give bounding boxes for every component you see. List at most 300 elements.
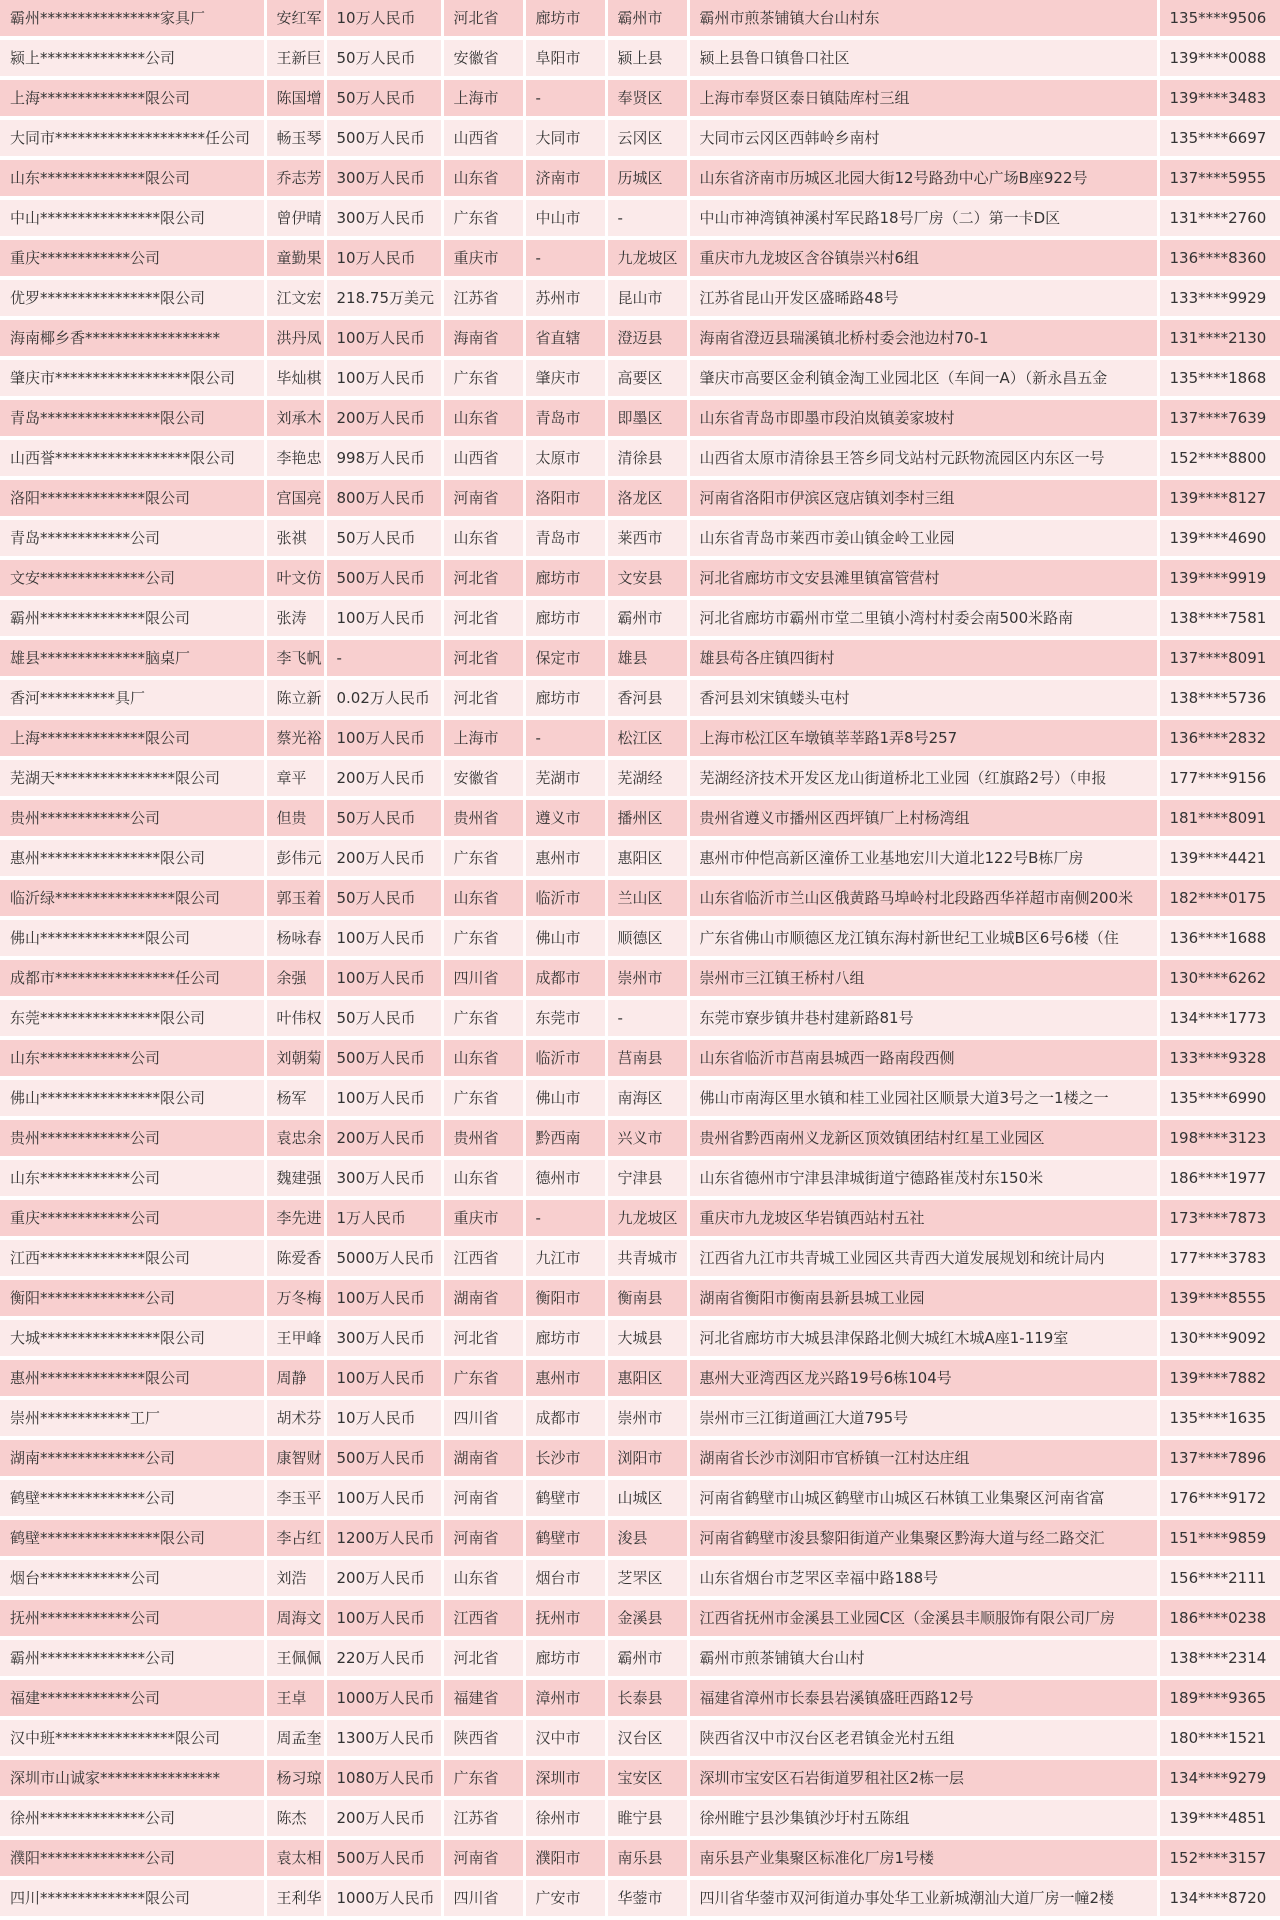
legal-person-cell: 胡术芬 [265,1398,325,1438]
province-cell: 上海市 [442,718,524,758]
legal-person-cell: 周静 [265,1358,325,1398]
address-cell: 江西省抚州市金溪县工业园C区（金溪县丰顺服饰有限公司厂房 [688,1598,1158,1638]
company-name-cell: 山东************公司 [0,1038,265,1078]
registered-capital-cell: 200万人民币 [325,1558,442,1598]
city-cell: 大同市 [524,118,606,158]
table-row [0,78,1280,118]
province-cell: 河北省 [442,1318,524,1358]
registered-capital-cell: 500万人民币 [325,118,442,158]
company-name-cell: 湖南**************公司 [0,1438,265,1478]
registered-capital-cell: 1万人民币 [325,1198,442,1238]
district-cell: 文安县 [606,558,688,598]
city-cell: 中山市 [524,198,606,238]
table-row [0,1558,1280,1598]
district-cell: 霸州市 [606,1638,688,1678]
registered-capital-cell: 998万人民币 [325,438,442,478]
company-name-cell: 徐州**************公司 [0,1798,265,1838]
city-cell: - [524,1198,606,1238]
address-cell: 四川省华蓥市双河街道办事处华工业新城潮汕大道厂房一幢2楼 [688,1878,1158,1918]
phone-cell: 176****9172 [1158,1478,1280,1518]
province-cell: 江西省 [442,1238,524,1278]
phone-cell: 137****7639 [1158,398,1280,438]
company-name-cell: 重庆************公司 [0,1198,265,1238]
registered-capital-cell: 100万人民币 [325,918,442,958]
address-cell: 河北省廊坊市大城县津保路北侧大城红木城A座1-119室 [688,1318,1158,1358]
company-name-cell: 青岛************公司 [0,518,265,558]
company-name-cell: 临沂绿****************限公司 [0,878,265,918]
address-cell: 贵州省遵义市播州区西坪镇厂上村杨湾组 [688,798,1158,838]
district-cell: 高要区 [606,358,688,398]
city-cell: 惠州市 [524,1358,606,1398]
registered-capital-cell: 800万人民币 [325,478,442,518]
city-cell: 成都市 [524,1398,606,1438]
company-name-cell: 山西誉******************限公司 [0,438,265,478]
province-cell: 广东省 [442,838,524,878]
table-row [0,478,1280,518]
table-row [0,1118,1280,1158]
company-name-cell: 贵州************公司 [0,1118,265,1158]
province-cell: 河南省 [442,1518,524,1558]
address-cell: 河南省鹤壁市山城区鹤壁市山城区石林镇工业集聚区河南省富 [688,1478,1158,1518]
company-name-cell: 芜湖天****************限公司 [0,758,265,798]
table-row [0,1318,1280,1358]
address-cell: 山东省德州市宁津县津城街道宁德路崔茂村东150米 [688,1158,1158,1198]
city-cell: 惠州市 [524,838,606,878]
city-cell: 廊坊市 [524,0,606,38]
district-cell: 香河县 [606,678,688,718]
district-cell: 颍上县 [606,38,688,78]
province-cell: 河北省 [442,558,524,598]
registered-capital-cell: - [325,638,442,678]
table-row [0,678,1280,718]
address-cell: 霸州市煎茶铺镇大台山村东 [688,0,1158,38]
district-cell: - [606,198,688,238]
legal-person-cell: 毕灿棋 [265,358,325,398]
legal-person-cell: 余强 [265,958,325,998]
address-cell: 海南省澄迈县瑞溪镇北桥村委会池边村70-1 [688,318,1158,358]
district-cell: 雄县 [606,638,688,678]
province-cell: 河北省 [442,678,524,718]
province-cell: 广东省 [442,198,524,238]
district-cell: 顺德区 [606,918,688,958]
district-cell: 南海区 [606,1078,688,1118]
company-name-cell: 崇州************工厂 [0,1398,265,1438]
city-cell: 廊坊市 [524,1318,606,1358]
district-cell: 播州区 [606,798,688,838]
company-name-cell: 大城****************限公司 [0,1318,265,1358]
registered-capital-cell: 10万人民币 [325,0,442,38]
district-cell: 九龙坡区 [606,238,688,278]
district-cell: 崇州市 [606,1398,688,1438]
legal-person-cell: 康智财 [265,1438,325,1478]
legal-person-cell: 周孟奎 [265,1718,325,1758]
table-row [0,1798,1280,1838]
city-cell: - [524,718,606,758]
table-row [0,998,1280,1038]
province-cell: 山东省 [442,1558,524,1598]
phone-cell: 133****9929 [1158,278,1280,318]
address-cell: 河南省洛阳市伊滨区寇店镇刘李村三组 [688,478,1158,518]
district-cell: 浚县 [606,1518,688,1558]
company-name-cell: 霸州**************公司 [0,1638,265,1678]
legal-person-cell: 安红军 [265,0,325,38]
province-cell: 山东省 [442,1158,524,1198]
table-row [0,958,1280,998]
address-cell: 湖南省长沙市浏阳市官桥镇一江村达庄组 [688,1438,1158,1478]
company-name-cell: 优罗****************限公司 [0,278,265,318]
district-cell: 云冈区 [606,118,688,158]
address-cell: 深圳市宝安区石岩街道罗租社区2栋一层 [688,1758,1158,1798]
address-cell: 陕西省汉中市汉台区老君镇金光村五组 [688,1718,1158,1758]
province-cell: 湖南省 [442,1278,524,1318]
city-cell: 鹤壁市 [524,1518,606,1558]
phone-cell: 133****9328 [1158,1038,1280,1078]
phone-cell: 139****4690 [1158,518,1280,558]
city-cell: 青岛市 [524,398,606,438]
phone-cell: 139****3483 [1158,78,1280,118]
district-cell: 芝罘区 [606,1558,688,1598]
table-row [0,1078,1280,1118]
address-cell: 贵州省黔西南州义龙新区顶效镇团结村红星工业园区 [688,1118,1158,1158]
company-name-cell: 洛阳**************限公司 [0,478,265,518]
province-cell: 山西省 [442,438,524,478]
table-row [0,558,1280,598]
province-cell: 贵州省 [442,798,524,838]
city-cell: 九江市 [524,1238,606,1278]
legal-person-cell: 陈立新 [265,678,325,718]
district-cell: 宁津县 [606,1158,688,1198]
table-row [0,838,1280,878]
company-name-cell: 佛山**************限公司 [0,918,265,958]
registered-capital-cell: 200万人民币 [325,838,442,878]
company-name-cell: 霸州**************限公司 [0,598,265,638]
company-name-cell: 肇庆市******************限公司 [0,358,265,398]
legal-person-cell: 彭伟元 [265,838,325,878]
table-row [0,158,1280,198]
legal-person-cell: 魏建强 [265,1158,325,1198]
province-cell: 广东省 [442,358,524,398]
registered-capital-cell: 1080万人民币 [325,1758,442,1798]
legal-person-cell: 江文宏 [265,278,325,318]
phone-cell: 181****8091 [1158,798,1280,838]
district-cell: 历城区 [606,158,688,198]
province-cell: 山东省 [442,1038,524,1078]
table-row [0,1358,1280,1398]
company-name-cell: 深圳市山诚家**************** [0,1758,265,1798]
table-row [0,358,1280,398]
province-cell: 河北省 [442,1638,524,1678]
province-cell: 河南省 [442,1478,524,1518]
province-cell: 广东省 [442,1078,524,1118]
address-cell: 山东省烟台市芝罘区幸福中路188号 [688,1558,1158,1598]
phone-cell: 189****9365 [1158,1678,1280,1718]
table-row [0,1198,1280,1238]
registered-capital-cell: 100万人民币 [325,1478,442,1518]
legal-person-cell: 刘承木 [265,398,325,438]
phone-cell: 139****8127 [1158,478,1280,518]
registered-capital-cell: 1000万人民币 [325,1678,442,1718]
province-cell: 重庆市 [442,1198,524,1238]
city-cell: 徐州市 [524,1798,606,1838]
city-cell: 廊坊市 [524,678,606,718]
phone-cell: 138****5736 [1158,678,1280,718]
phone-cell: 177****3783 [1158,1238,1280,1278]
registered-capital-cell: 300万人民币 [325,158,442,198]
legal-person-cell: 畅玉琴 [265,118,325,158]
table-row [0,38,1280,78]
registered-capital-cell: 100万人民币 [325,718,442,758]
table-row [0,1238,1280,1278]
table-row [0,278,1280,318]
address-cell: 肇庆市高要区金利镇金淘工业园北区（车间一A）（新永昌五金 [688,358,1158,398]
company-name-cell: 抚州************公司 [0,1598,265,1638]
city-cell: 抚州市 [524,1598,606,1638]
company-name-cell: 中山****************限公司 [0,198,265,238]
table-row [0,1838,1280,1878]
company-name-cell: 海南椰乡香****************** [0,318,265,358]
district-cell: 金溪县 [606,1598,688,1638]
company-name-cell: 汉中班****************限公司 [0,1718,265,1758]
table-row [0,1038,1280,1078]
phone-cell: 135****6697 [1158,118,1280,158]
address-cell: 重庆市九龙坡区含谷镇崇兴村6组 [688,238,1158,278]
company-name-cell: 文安**************公司 [0,558,265,598]
phone-cell: 139****7882 [1158,1358,1280,1398]
address-cell: 上海市松江区车墩镇莘莘路1弄8号257 [688,718,1158,758]
city-cell: 佛山市 [524,1078,606,1118]
province-cell: 广东省 [442,1358,524,1398]
phone-cell: 182****0175 [1158,878,1280,918]
company-name-cell: 福建************公司 [0,1678,265,1718]
address-cell: 广东省佛山市顺德区龙江镇东海村新世纪工业城B区6号6楼（住 [688,918,1158,958]
table-row [0,318,1280,358]
province-cell: 河北省 [442,598,524,638]
registered-capital-cell: 50万人民币 [325,38,442,78]
company-name-cell: 大同市********************任公司 [0,118,265,158]
legal-person-cell: 曾伊晴 [265,198,325,238]
province-cell: 江西省 [442,1598,524,1638]
city-cell: 阜阳市 [524,38,606,78]
address-cell: 徐州睢宁县沙集镇沙圩村五陈组 [688,1798,1158,1838]
registered-capital-cell: 100万人民币 [325,598,442,638]
table-row [0,1638,1280,1678]
phone-cell: 130****9092 [1158,1318,1280,1358]
address-cell: 惠州市仲恺高新区潼侨工业基地宏川大道北122号B栋厂房 [688,838,1158,878]
registered-capital-cell: 500万人民币 [325,1038,442,1078]
province-cell: 四川省 [442,1878,524,1918]
phone-cell: 135****1635 [1158,1398,1280,1438]
table-row [0,198,1280,238]
phone-cell: 135****6990 [1158,1078,1280,1118]
district-cell: 九龙坡区 [606,1198,688,1238]
legal-person-cell: 周海文 [265,1598,325,1638]
registered-capital-cell: 50万人民币 [325,798,442,838]
company-name-cell: 贵州************公司 [0,798,265,838]
legal-person-cell: 陈国增 [265,78,325,118]
table-row [0,438,1280,478]
registered-capital-cell: 300万人民币 [325,1158,442,1198]
province-cell: 山东省 [442,398,524,438]
district-cell: 洛龙区 [606,478,688,518]
city-cell: - [524,238,606,278]
district-cell: 浏阳市 [606,1438,688,1478]
legal-person-cell: 王甲峰 [265,1318,325,1358]
legal-person-cell: 陈杰 [265,1798,325,1838]
district-cell: 奉贤区 [606,78,688,118]
province-cell: 湖南省 [442,1438,524,1478]
city-cell: 遵义市 [524,798,606,838]
table-row [0,518,1280,558]
address-cell: 上海市奉贤区泰日镇陆库村三组 [688,78,1158,118]
district-cell: 即墨区 [606,398,688,438]
registered-capital-cell: 10万人民币 [325,1398,442,1438]
district-cell: 兴义市 [606,1118,688,1158]
registered-capital-cell: 1200万人民币 [325,1518,442,1558]
company-name-cell: 江西**************限公司 [0,1238,265,1278]
province-cell: 海南省 [442,318,524,358]
registered-capital-cell: 200万人民币 [325,1798,442,1838]
registered-capital-cell: 100万人民币 [325,358,442,398]
registered-capital-cell: 500万人民币 [325,1438,442,1478]
legal-person-cell: 李先进 [265,1198,325,1238]
legal-person-cell: 王佩佩 [265,1638,325,1678]
address-cell: 福建省漳州市长泰县岩溪镇盛旺西路12号 [688,1678,1158,1718]
phone-cell: 152****8800 [1158,438,1280,478]
legal-person-cell: 杨习琼 [265,1758,325,1798]
legal-person-cell: 袁太相 [265,1838,325,1878]
district-cell: 衡南县 [606,1278,688,1318]
registered-capital-cell: 500万人民币 [325,1838,442,1878]
address-cell: 江西省九江市共青城工业园区共青西大道发展规划和统计局内 [688,1238,1158,1278]
city-cell: 黔西南 [524,1118,606,1158]
legal-person-cell: 李艳忠 [265,438,325,478]
city-cell: 肇庆市 [524,358,606,398]
legal-person-cell: 李飞帆 [265,638,325,678]
registered-capital-cell: 100万人民币 [325,1078,442,1118]
legal-person-cell: 王新巨 [265,38,325,78]
address-cell: 江苏省昆山开发区盛晞路48号 [688,278,1158,318]
company-name-cell: 上海**************限公司 [0,78,265,118]
phone-cell: 139****0088 [1158,38,1280,78]
phone-cell: 136****2832 [1158,718,1280,758]
province-cell: 广东省 [442,1758,524,1798]
district-cell: 兰山区 [606,878,688,918]
district-cell: 惠阳区 [606,838,688,878]
province-cell: 江苏省 [442,278,524,318]
company-name-cell: 成都市****************任公司 [0,958,265,998]
company-name-cell: 雄县**************脑桌厂 [0,638,265,678]
phone-cell: 138****7581 [1158,598,1280,638]
phone-cell: 139****9919 [1158,558,1280,598]
company-name-cell: 霸州****************家具厂 [0,0,265,38]
address-cell: 雄县苟各庄镇四街村 [688,638,1158,678]
district-cell: 霸州市 [606,598,688,638]
address-cell: 河北省廊坊市霸州市堂二里镇小湾村村委会南500米路南 [688,598,1158,638]
province-cell: 山东省 [442,158,524,198]
table-row [0,798,1280,838]
city-cell: 鹤壁市 [524,1478,606,1518]
table-row [0,1158,1280,1198]
city-cell: 太原市 [524,438,606,478]
city-cell: 烟台市 [524,1558,606,1598]
table-row [0,1398,1280,1438]
address-cell: 大同市云冈区西韩岭乡南村 [688,118,1158,158]
table-row [0,0,1280,38]
legal-person-cell: 叶文仿 [265,558,325,598]
company-name-cell: 濮阳**************公司 [0,1838,265,1878]
phone-cell: 136****1688 [1158,918,1280,958]
province-cell: 山西省 [442,118,524,158]
registered-capital-cell: 50万人民币 [325,878,442,918]
province-cell: 安徽省 [442,38,524,78]
company-name-cell: 重庆************公司 [0,238,265,278]
province-cell: 四川省 [442,958,524,998]
phone-cell: 180****1521 [1158,1718,1280,1758]
province-cell: 广东省 [442,998,524,1038]
registered-capital-cell: 100万人民币 [325,1278,442,1318]
phone-cell: 156****2111 [1158,1558,1280,1598]
table-row [0,1478,1280,1518]
registered-capital-cell: 200万人民币 [325,398,442,438]
phone-cell: 135****9506 [1158,0,1280,38]
company-name-cell: 衡阳**************公司 [0,1278,265,1318]
table-row [0,398,1280,438]
province-cell: 贵州省 [442,1118,524,1158]
district-cell: 汉台区 [606,1718,688,1758]
company-name-cell: 烟台************公司 [0,1558,265,1598]
table-row [0,598,1280,638]
district-cell: 莒南县 [606,1038,688,1078]
city-cell: - [524,78,606,118]
legal-person-cell: 章平 [265,758,325,798]
address-cell: 惠州大亚湾西区龙兴路19号6栋104号 [688,1358,1158,1398]
legal-person-cell: 杨咏春 [265,918,325,958]
phone-cell: 151****9859 [1158,1518,1280,1558]
district-cell: 澄迈县 [606,318,688,358]
phone-cell: 177****9156 [1158,758,1280,798]
company-name-cell: 山东**************限公司 [0,158,265,198]
company-name-cell: 青岛****************限公司 [0,398,265,438]
address-cell: 重庆市九龙坡区华岩镇西站村五社 [688,1198,1158,1238]
company-name-cell: 鹤壁**************公司 [0,1478,265,1518]
address-cell: 崇州市三江镇王桥村八组 [688,958,1158,998]
company-name-cell: 东莞****************限公司 [0,998,265,1038]
city-cell: 德州市 [524,1158,606,1198]
table-row [0,1878,1280,1918]
legal-person-cell: 宫国亮 [265,478,325,518]
phone-cell: 186****1977 [1158,1158,1280,1198]
table-row [0,718,1280,758]
registered-capital-cell: 50万人民币 [325,998,442,1038]
province-cell: 河南省 [442,1838,524,1878]
city-cell: 廊坊市 [524,558,606,598]
company-name-cell: 香河**********具厂 [0,678,265,718]
city-cell: 成都市 [524,958,606,998]
company-name-cell: 颍上**************公司 [0,38,265,78]
phone-cell: 134****1773 [1158,998,1280,1038]
district-cell: 山城区 [606,1478,688,1518]
address-cell: 南乐县产业集聚区标准化厂房1号楼 [688,1838,1158,1878]
registered-capital-cell: 500万人民币 [325,558,442,598]
city-cell: 深圳市 [524,1758,606,1798]
city-cell: 洛阳市 [524,478,606,518]
table-row [0,1758,1280,1798]
legal-person-cell: 袁忠余 [265,1118,325,1158]
city-cell: 芜湖市 [524,758,606,798]
table-row [0,1278,1280,1318]
address-cell: 香河县刘宋镇蝼头屯村 [688,678,1158,718]
phone-cell: 138****2314 [1158,1638,1280,1678]
